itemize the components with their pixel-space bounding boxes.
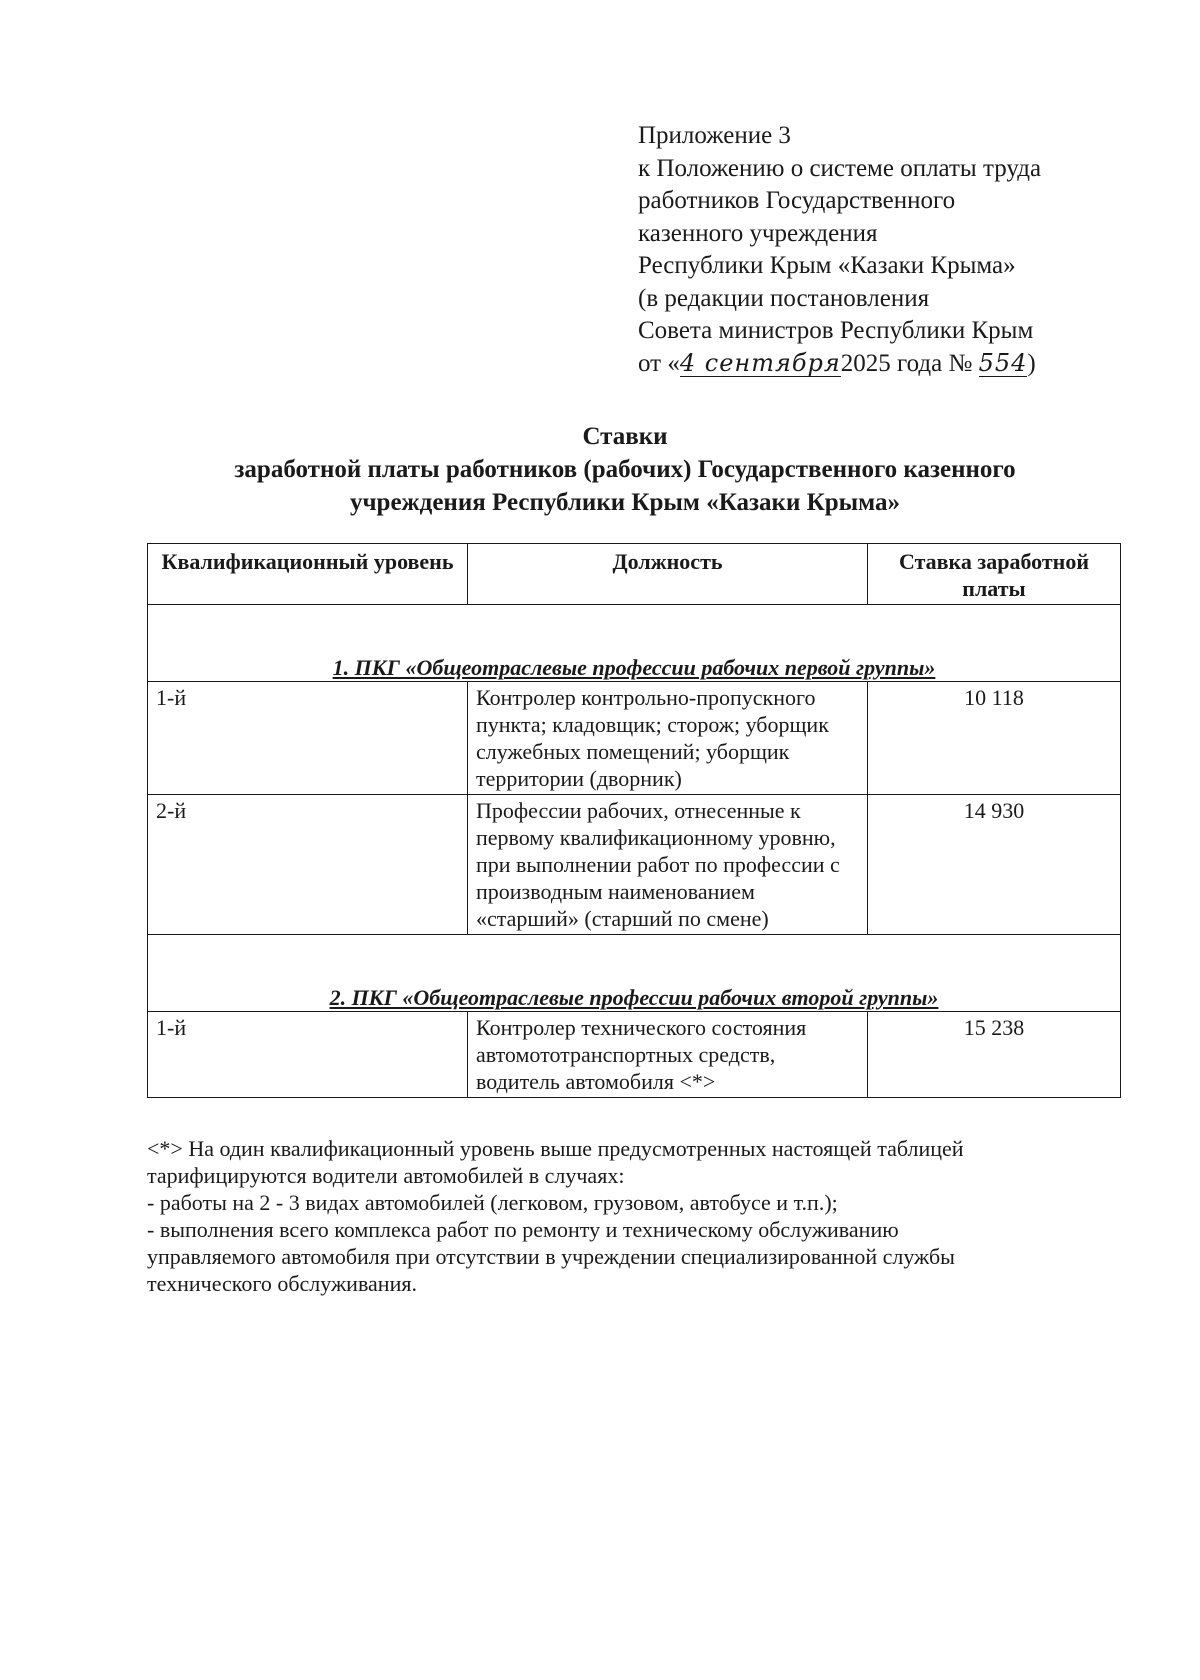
header-rate: Ставка заработной платы bbox=[868, 544, 1121, 605]
level-cell: 1-й bbox=[148, 682, 468, 795]
position-cell: Профессии рабочих, отнесенные к первому квалификационному уровню, при выполнении работ по профессии с производным наименованием «старший» (старший по смене) bbox=[468, 795, 868, 935]
title-line-2: заработной платы работников (рабочих) Государственного казенного bbox=[234, 456, 1016, 483]
appendix-line: Приложение 3 bbox=[638, 122, 791, 149]
table-header-row bbox=[148, 544, 1121, 605]
footnote-line: технического обслуживания. bbox=[147, 1271, 417, 1296]
level-cell: 1-й bbox=[148, 1012, 468, 1098]
rate-cell: 15 238 bbox=[868, 1012, 1121, 1098]
date-suffix: ) bbox=[1027, 349, 1036, 377]
section-row bbox=[148, 605, 1121, 682]
handwritten-number: 554 bbox=[978, 348, 1028, 377]
footnote-line: - работы на 2 - 3 видах автомобилей (легковом, грузовом, автобусе и т.п.); bbox=[147, 1190, 838, 1215]
appendix-line: казенного учреждения bbox=[638, 219, 878, 247]
section-title-cell bbox=[148, 605, 1121, 682]
footnote-line: - выполнения всего комплекса работ по ремонту и техническому обслуживанию bbox=[147, 1217, 899, 1242]
appendix-block bbox=[638, 120, 1158, 380]
rate-cell: 14 930 bbox=[868, 795, 1121, 935]
appendix-line: (в редакции постановления bbox=[638, 284, 930, 312]
table-row bbox=[148, 795, 1121, 935]
appendix-line: Республики Крым «Казаки Крыма» bbox=[638, 252, 1016, 279]
header-qualification-level: Квалификационный уровень bbox=[148, 544, 468, 605]
position-cell: Контролер контрольно-пропускного пункта; кладовщик; сторож; уборщик служебных помещений; уборщик территории (дворник) bbox=[468, 682, 868, 795]
header-position: Должность bbox=[468, 544, 868, 605]
appendix-line: Совета министров Республики Крым bbox=[638, 317, 1034, 344]
footnote bbox=[147, 1135, 1107, 1297]
appendix-date-line bbox=[638, 348, 1158, 381]
appendix-line: работников Государственного bbox=[638, 187, 956, 214]
handwritten-date: 4 сентября bbox=[679, 348, 841, 377]
title-line-3: учреждения Республики Крым «Казаки Крыма» bbox=[349, 489, 901, 516]
footnote-line: управляемого автомобиля при отсутствии в учреждении специализированной службы bbox=[147, 1244, 955, 1269]
date-year: 2025 года № bbox=[840, 349, 973, 377]
position-cell: Контролер технического состояния автомототранспортных средств, водитель автомобиля <*> bbox=[468, 1012, 868, 1098]
section-title: 1. ПКГ «Общеотраслевые профессии рабочих первой группы» bbox=[332, 655, 936, 680]
appendix-line: к Положению о системе оплаты труда bbox=[638, 154, 1042, 182]
rates-table bbox=[147, 543, 1121, 1098]
title-line-1: Ставки bbox=[582, 423, 668, 450]
document-title bbox=[140, 420, 1110, 519]
rate-cell: 10 118 bbox=[868, 682, 1121, 795]
table-row bbox=[148, 682, 1121, 795]
section-row bbox=[148, 935, 1121, 1012]
section-title: 2. ПКГ «Общеотраслевые профессии рабочих второй группы» bbox=[329, 985, 939, 1010]
level-cell: 2-й bbox=[148, 795, 468, 935]
footnote-line: тарифицируются водители автомобилей в случаях: bbox=[147, 1163, 625, 1188]
section-title-cell bbox=[148, 935, 1121, 1012]
table-row bbox=[148, 1012, 1121, 1098]
date-prefix: от « bbox=[638, 349, 680, 377]
footnote-line: <*> На один квалификационный уровень выше предусмотренных настоящей таблицей bbox=[147, 1136, 964, 1161]
